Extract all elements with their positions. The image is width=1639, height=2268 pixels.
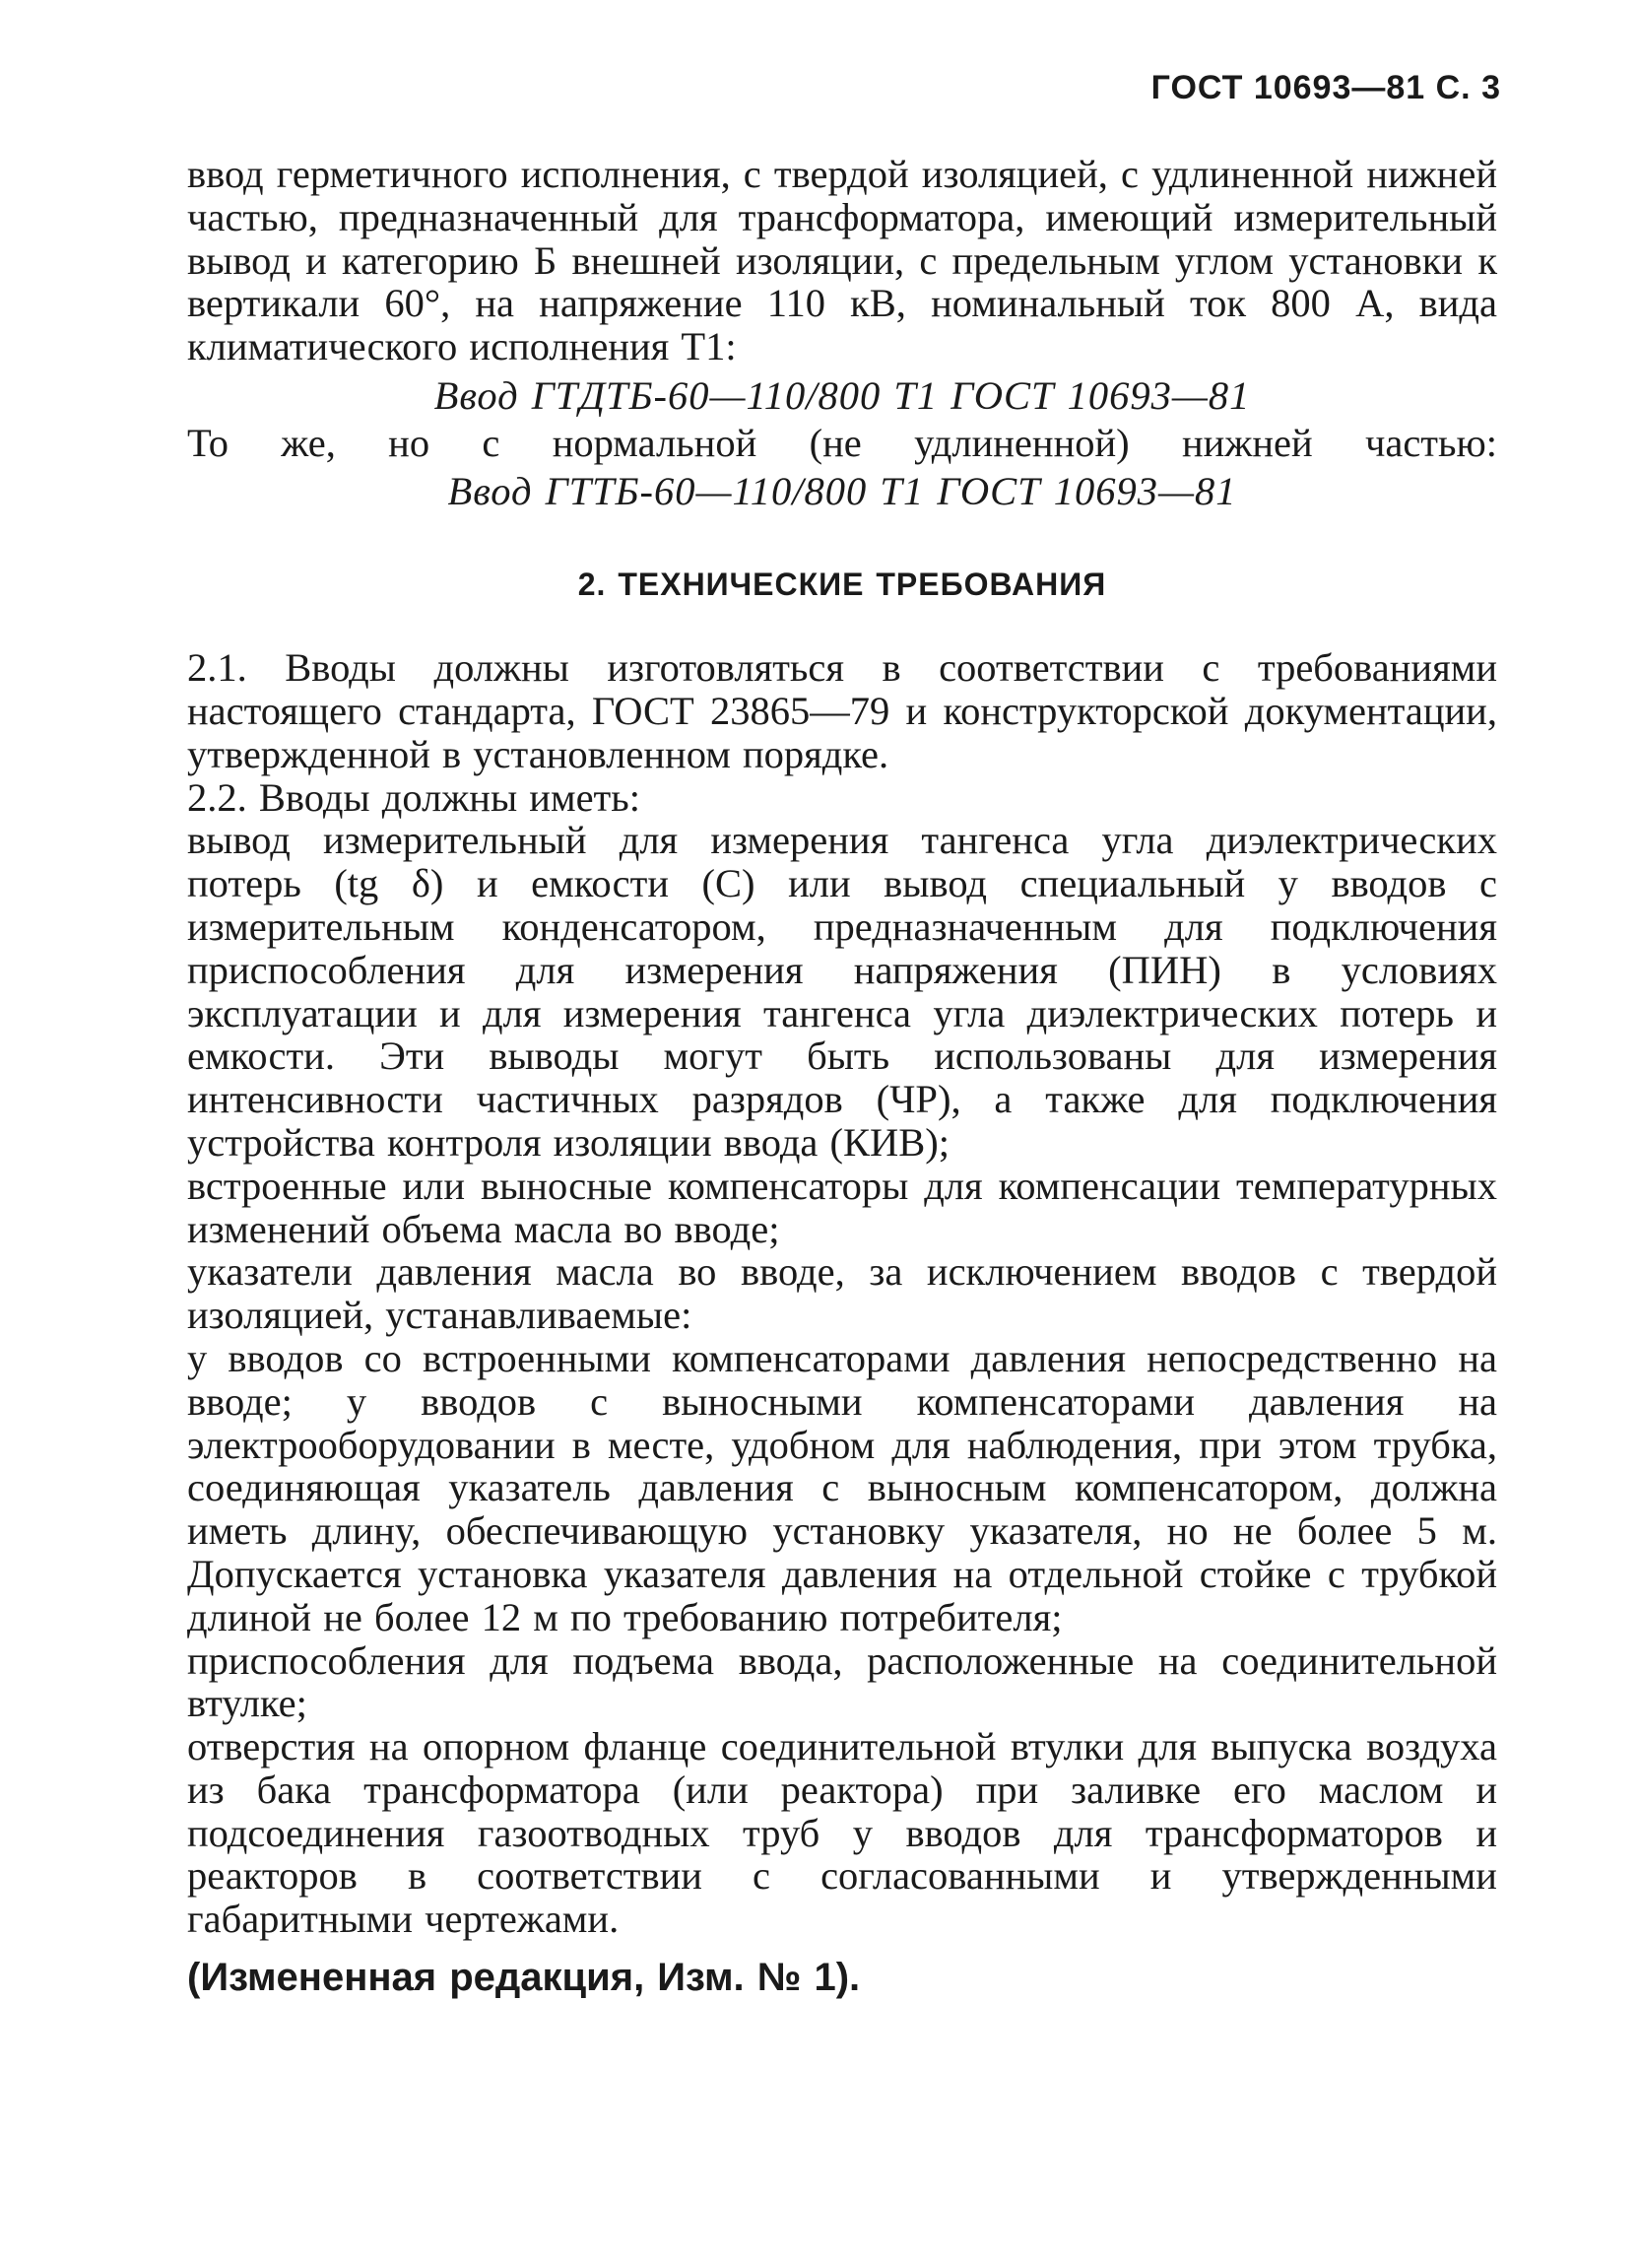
requirement-item: указатели давления масла во вводе, за исключением вводов с твердой изоляцией, устанавливаемые: — [187, 1249, 1497, 1338]
amendment-note: (Измененная редакция, Изм. № 1). — [187, 1956, 861, 2000]
requirement-item: встроенные или выносные компенсаторы для компенсации температурных изменений объема масла во вводе; — [187, 1163, 1497, 1251]
requirement-item: приспособления для подъема ввода, расположенные на соединительной втулке; — [187, 1637, 1497, 1726]
clause-2-1: 2.1. Вводы должны изготовляться в соответствии с требованиями настоящего стандарта, ГОСТ 23865—79 и конструкторской документации, утвержденной в установленном порядке. — [187, 645, 1497, 776]
designation-example-2: Ввод ГТТБ-60—110/800 Т1 ГОСТ 10693—81 — [447, 468, 1237, 513]
clause-2-2: 2.2. Вводы должны иметь: — [187, 774, 640, 820]
requirement-item: вывод измерительный для измерения тангенса угла диэлектрических потерь (tg δ) и емкости (С) или вывод специальный у вводов с измерительным конденсатором, предназначенным для подключения приспособления для измерения напряжения (ПИН) в условиях эксплуатации и для измерения тангенса угла диэлектрических потерь и емкости. Эти выводы могут быть использованы для измерения интенсивности частичных разрядов (ЧР), а также для подключения устройства контроля изоляции ввода (КИВ); — [187, 818, 1497, 1165]
requirement-item: отверстия на опорном фланце соединительной втулки для выпуска воздуха из бака трансформатора (или реактора) при заливке его маслом и подсоединения газоотводных труб у вводов для трансформаторов и реакторов в соответствии с согласованными и утвержденными габаритными чертежами. — [187, 1724, 1497, 1942]
section-heading: 2. ТЕХНИЧЕСКИЕ ТРЕБОВАНИЯ — [577, 567, 1107, 603]
same-but-normal-text: То же, но с нормальной (не удлиненной) нижней частью: — [187, 420, 1497, 465]
document-body — [187, 153, 1497, 2000]
intro-paragraph: ввод герметичного исполнения, с твердой изоляцией, с удлиненной нижней частью, предназначенный для трансформатора, имеющий измерительный вывод и категорию Б внешней изоляции, с предельным углом установки к вертикали 60°, на напряжение 110 кВ, номинальный ток 800 А, вида климатического исполнения Т1: — [187, 152, 1497, 369]
designation-example-1: Ввод ГТДТБ-60—110/800 Т1 ГОСТ 10693—81 — [433, 372, 1251, 418]
requirement-item: у вводов со встроенными компенсаторами давления непосредственно на вводе; у вводов с выносными компенсаторами давления на электрооборудовании в месте, удобном для наблюдения, при этом трубка, соединяющая указатель давления с выносным компенсатором, должна иметь длину, обеспечивающую установку указателя, но не более 5 м. Допускается установка указателя давления на отдельной стойке с трубкой длиной не более 12 м по требованию потребителя; — [187, 1335, 1497, 1639]
page-header: ГОСТ 10693—81 С. 3 — [1150, 69, 1501, 106]
